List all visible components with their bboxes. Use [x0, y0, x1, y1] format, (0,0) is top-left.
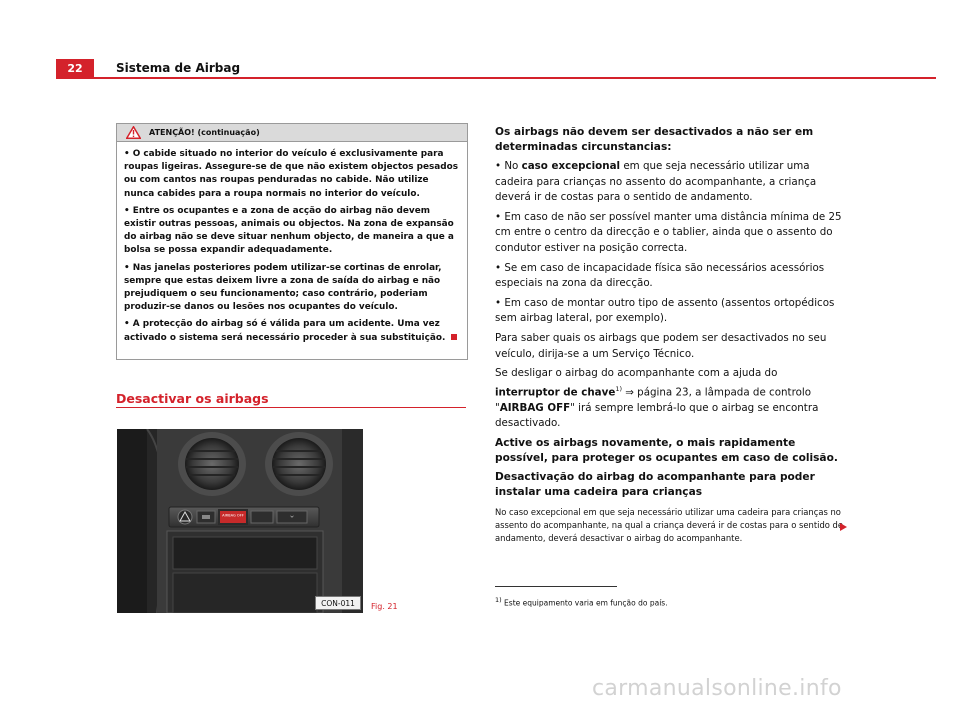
- paragraph: [495, 366, 845, 432]
- heading-reactivate: Active os airbags novamente, o mais rapidamente possível, para proteger os ocupantes em caso de colisão.: [495, 436, 838, 464]
- page-reference-link[interactable]: ⇒ página 23, a lâmpada de controlo ": [495, 386, 812, 414]
- text-span: em que seja necessário utilizar uma cadeira para crianças no assento do acompanhante, a criança deverá ir de costas para o sentido de andamento.: [495, 160, 817, 204]
- header-divider: [56, 77, 936, 79]
- footnote: [495, 596, 668, 608]
- section-title: Desactivar os airbags: [116, 391, 269, 406]
- figure-caption: Fig. 21: [371, 602, 398, 611]
- text-span: Se desligar o airbag do acompanhante com a ajuda do: [495, 367, 778, 380]
- footnote-text: Este equipamento varia em função do país.: [501, 598, 668, 608]
- dashboard-figure: [117, 429, 363, 613]
- bold-text: caso excepcional: [521, 160, 621, 172]
- right-column: [495, 125, 845, 545]
- bold-text: AIRBAG OFF: [499, 401, 571, 414]
- warning-title: ATENÇÃO! (continuação): [149, 128, 260, 137]
- bold-text: interruptor de chave: [495, 386, 616, 399]
- continue-arrow-icon: [840, 523, 847, 531]
- paragraph: Para saber quais os airbags que podem ser desactivados no seu veículo, dirija-se a um Serviço Técnico.: [495, 331, 827, 360]
- warning-item: • Entre os ocupantes e a zona de acção do airbag não devem existir outras pessoas, animais ou objectos. Na zona de expansão do airbag não se deve situar nenhum objecto, de maneira a que a bolsa se possa expandir adequadamente.: [124, 205, 454, 256]
- page-number: 22: [56, 59, 94, 77]
- heading-deactivation-conditions: Os airbags não devem ser desactivados a não ser em determinadas circunstancias:: [495, 126, 814, 153]
- warning-header: [117, 124, 467, 142]
- footnote-divider: [495, 586, 617, 587]
- warning-body: [117, 142, 467, 345]
- warning-box: [116, 123, 468, 360]
- airbag-off-lamp-text: AIRBAG OFF: [222, 513, 244, 518]
- footnote-ref: 1): [615, 384, 622, 393]
- page-header-title: Sistema de Airbag: [116, 61, 241, 75]
- heading-passenger-deactivation: Desactivação do airbag do acompanhante para poder instalar uma cadeira para crianças: [495, 470, 815, 498]
- text-span: " irá sempre lembrá-lo que o airbag se encontra desactivado.: [495, 401, 819, 430]
- footnote-mark: 1): [495, 596, 502, 604]
- warning-item: • O cabide situado no interior do veículo é exclusivamente para roupas ligeiras. Assegure-se de que não existem objectos pesados ou com cantos nas roupas penduradas no cabide. Não utilize nunca cabides para a roupa normais no interior do veículo.: [124, 149, 458, 199]
- text-span: • No: [495, 160, 522, 172]
- warning-item: • A protecção do airbag só é válida para um acidente. Uma vez activado o sistema será necessário proceder à sua substituição.: [124, 319, 446, 343]
- warning-item-last: [124, 318, 461, 344]
- paragraph: [495, 159, 845, 206]
- paragraph: • Se em caso de incapacidade física são necessários acessórios especiais na zona da direcção.: [495, 261, 825, 290]
- section-divider: [116, 407, 466, 408]
- warning-triangle-icon: [126, 126, 141, 139]
- dashboard-illustration: [117, 429, 363, 613]
- warning-item: • Nas janelas posteriores podem utilizar-se cortinas de enrolar, sempre que estas deixem livre a zona de saída do airbag e não prejudiquem o seu funcionamento; caso contrário, poderiam produzir-se danos ou lesões nos ocupantes do veículo.: [124, 262, 442, 313]
- watermark: carmanualsonline.info: [592, 676, 842, 701]
- paragraph-small: No caso excepcional em que seja necessário utilizar uma cadeira para crianças no assento do acompanhante, na qual a criança deverá ir de costas para o sentido de andamento, deverá desactivar o airbag do acompanhante.: [495, 506, 844, 543]
- paragraph: • Em caso de não ser possível manter uma distância mínima de 25 cm entre o centro da direcção e o tablier, ainda que o assento do condutor estiver na posição correcta.: [495, 210, 842, 254]
- figure-code-label: CON-011: [315, 596, 361, 610]
- end-square-icon: [451, 334, 457, 340]
- paragraph: • Em caso de montar outro tipo de assento (assentos ortopédicos sem airbag lateral, por exemplo).: [495, 296, 835, 325]
